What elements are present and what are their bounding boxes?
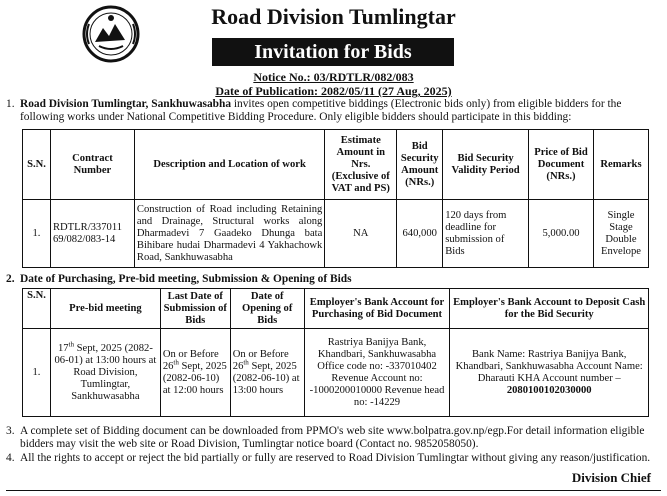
col-sn: S.N. bbox=[23, 289, 51, 329]
col-prebid: Pre-bid meeting bbox=[50, 289, 160, 329]
paragraph-text: invites open competitive biddings (Electronic bids only) from eligible bidders for the following works under National Competitive Bidding Procedure. Only eligible bidders should participate in this bidding: bbox=[20, 98, 622, 123]
col-purchase-account: Employer's Bank Account for Purchasing of Bid Document bbox=[304, 289, 450, 329]
notice-number: Notice No.: 03/RDTLR/082/083 bbox=[253, 70, 414, 84]
schedule-table bbox=[22, 288, 649, 417]
paragraph-1 bbox=[6, 98, 660, 123]
table-row bbox=[23, 329, 649, 417]
cell-deposit-account: Bank Name: Rastriya Banijya Bank, Khandbari, Sankhuwasabha Account Name: Dharauti KHA Account number –2080100102030000 bbox=[450, 329, 649, 417]
cell-last-date: On or Before 26th Sept, 2025 (2082-06-10) at 12:00 hours bbox=[160, 329, 230, 417]
col-opening: Date of Opening of Bids bbox=[230, 289, 304, 329]
paragraph-3 bbox=[6, 425, 660, 450]
invitation-banner: Invitation for Bids bbox=[212, 38, 454, 66]
col-sn: S.N. bbox=[23, 130, 51, 200]
paragraph-text: A complete set of Bidding document can be downloaded from PPMO's web site www.bolpatra.gov.np/egp.For detail information eligible bidders may visit the web site or Road Division, Tumlingtar notice board (Contact no. 9852058050). bbox=[20, 425, 645, 450]
col-validity: Bid Security Validity Period bbox=[443, 130, 529, 200]
cell-description: Construction of Road including Retaining and Drainage, Structural works along Dharmadevi 7 Gaadeko Dhunga bata Bihibare hudai Dharmadevi 4 Yakhachowk Road, Sankhuwasabha bbox=[134, 200, 324, 268]
table-header-row bbox=[23, 130, 649, 200]
col-deposit-account: Employer's Bank Account to Deposit Cash for the Bid Security bbox=[450, 289, 649, 329]
cell-validity: 120 days from deadline for submission of Bids bbox=[443, 200, 529, 268]
cell-sn: 1. bbox=[23, 329, 51, 417]
cell-remarks: Single Stage Double Envelope bbox=[593, 200, 648, 268]
cell-sn: 1. bbox=[23, 200, 51, 268]
paragraph-number: 3. bbox=[6, 425, 15, 437]
col-description: Description and Location of work bbox=[134, 130, 324, 200]
paragraph-number: 4. bbox=[6, 452, 15, 464]
cell-purchase-account: Rastriya Banijya Bank, Khandbari, Sankhuwasabha Office code no: -337010402 Revenue Account no: -1000200010000 Revenue head no: -14229 bbox=[304, 329, 450, 417]
office-title: Road Division Tumlingtar bbox=[211, 4, 456, 29]
cell-price: 5,000.00 bbox=[529, 200, 594, 268]
paragraph-text: Date of Purchasing, Pre-bid meeting, Submission & Opening of Bids bbox=[20, 273, 352, 285]
cell-opening: On or Before 26th Sept, 2025 (2082-06-10) at 13:00 hours bbox=[230, 329, 304, 417]
works-table bbox=[22, 129, 649, 268]
cell-contract: RDTLR/337011 69/082/083-14 bbox=[50, 200, 134, 268]
col-last-date: Last Date of Submission of Bids bbox=[160, 289, 230, 329]
paragraph-4 bbox=[6, 452, 660, 465]
publication-date: Date of Publication: 2082/05/11 (27 Aug, 2025) bbox=[215, 84, 452, 98]
paragraph-lead: Road Division Tumlingtar, Sankhuwasabha bbox=[20, 98, 232, 110]
paragraph-2 bbox=[6, 273, 660, 286]
cell-bid-security: 640,000 bbox=[397, 200, 443, 268]
col-bid-security: Bid Security Amount (NRs.) bbox=[397, 130, 443, 200]
col-remarks: Remarks bbox=[593, 130, 648, 200]
bottom-divider bbox=[6, 490, 661, 491]
col-contract: Contract Number bbox=[50, 130, 134, 200]
signature-title: Division Chief bbox=[571, 470, 651, 485]
paragraph-number: 2. bbox=[6, 273, 15, 285]
deposit-account-number: 2080100102030000 bbox=[506, 384, 592, 396]
table-row bbox=[23, 200, 649, 268]
table-header-row bbox=[23, 289, 649, 329]
col-price: Price of Bid Document (NRs.) bbox=[529, 130, 594, 200]
paragraph-text: All the rights to accept or reject the bid partially or fully are reserved to Road Division Tumlingtar without giving any reason/justification. bbox=[20, 452, 651, 464]
paragraph-number: 1. bbox=[6, 98, 15, 110]
col-estimate: Estimate Amount in Nrs. (Exclusive of VAT and PS) bbox=[325, 130, 397, 200]
cell-prebid: 17th Sept, 2025 (2082-06-01) at 13:00 hours at Road Division, Tumlingtar, Sankhuwasabha bbox=[50, 329, 160, 417]
cell-estimate: NA bbox=[325, 200, 397, 268]
